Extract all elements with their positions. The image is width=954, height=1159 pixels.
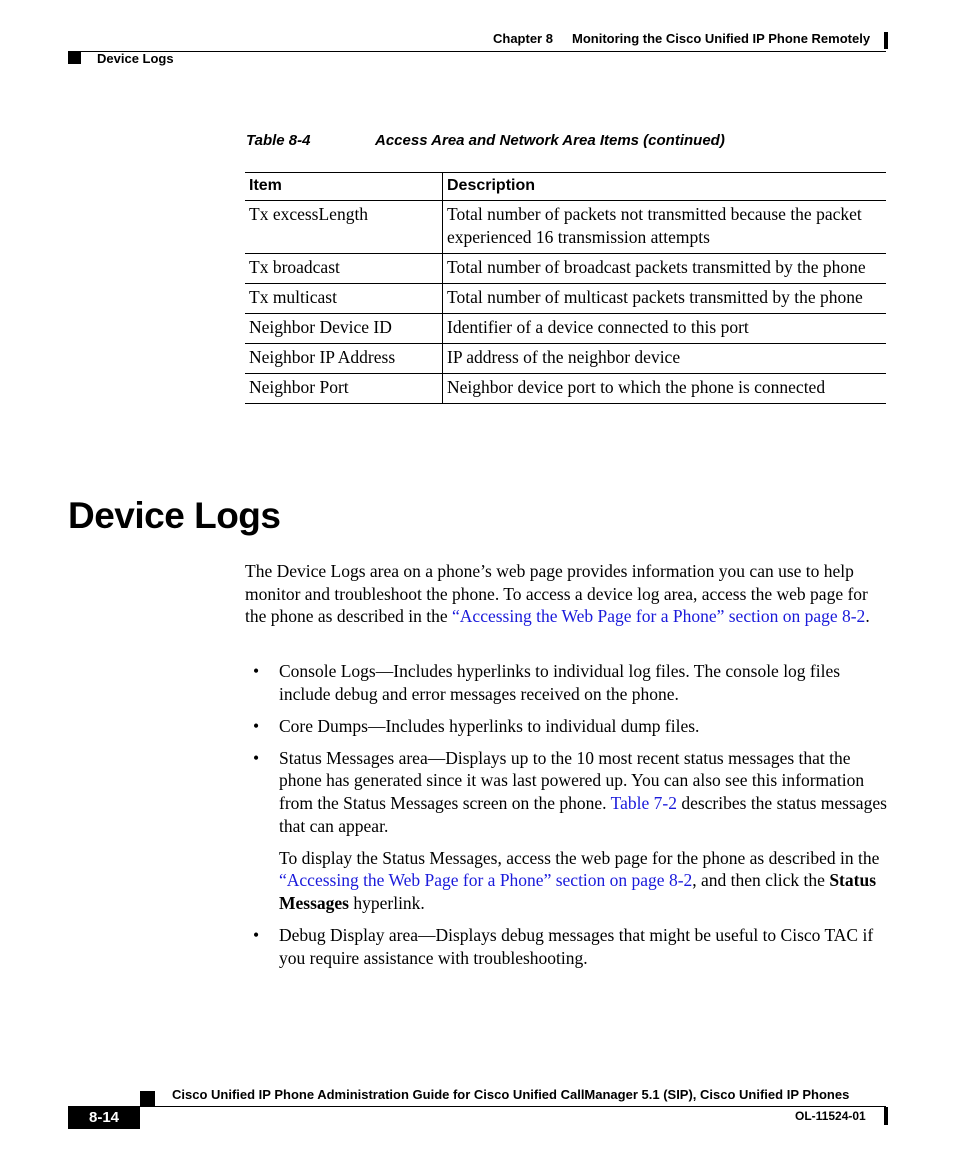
table-row — [245, 254, 886, 284]
footer-rule — [68, 1106, 886, 1107]
status-messages-end: describes the status messages that can appear. — [279, 792, 887, 836]
status-messages-subparagraph — [279, 847, 890, 915]
status-sub-text: To display the Status Messages, access the web page for the phone as described in the — [279, 847, 880, 868]
column-header-item: Item — [245, 173, 443, 201]
header-section: Device Logs — [97, 51, 174, 66]
cell-description: Total number of broadcast packets transmitted by the phone — [443, 254, 887, 284]
table-row — [245, 374, 886, 404]
table-row — [245, 284, 886, 314]
footer-guide-title: Cisco Unified IP Phone Administration Guide for Cisco Unified CallManager 5.1 (SIP), Cisco Unified IP Phones — [172, 1087, 850, 1102]
list-item-core-dumps — [253, 715, 890, 738]
footer-square-marker — [140, 1091, 155, 1106]
core-dumps-text: Core Dumps—Includes hyperlinks to individual dump files. — [279, 715, 700, 736]
cell-item: Neighbor Device ID — [245, 314, 443, 344]
bullet-icon: • — [253, 747, 260, 768]
column-header-description: Description — [443, 173, 887, 201]
cell-description: IP address of the neighbor device — [443, 344, 887, 374]
status-sub-end: hyperlink. — [348, 892, 425, 913]
section-heading: Device Logs — [68, 495, 281, 536]
header-chapter: Chapter 8 — [493, 31, 553, 46]
console-logs-text: Console Logs—Includes hyperlinks to individual log files. The console log files include debug and error messages received on the phone. — [279, 661, 841, 704]
cell-description: Total number of packets not transmitted because the packet experienced 16 transmission attempts — [443, 201, 887, 254]
page-number: 8-14 — [88, 1109, 120, 1126]
bullet-icon: • — [253, 661, 260, 681]
table-row — [245, 344, 886, 374]
cell-description: Identifier of a device connected to this port — [443, 314, 887, 344]
cell-item: Neighbor IP Address — [245, 344, 443, 374]
header-square-marker — [68, 51, 81, 64]
cell-item: Tx multicast — [245, 284, 443, 314]
intro-paragraph — [245, 560, 890, 628]
header-chapter-title: Monitoring the Cisco Unified IP Phone Remotely — [572, 31, 871, 46]
footer-vertical-bar — [884, 1107, 888, 1125]
device-logs-list — [253, 660, 890, 979]
intro-text: The Device Logs area on a phone’s web page provides information you can use to help monitor and troubleshoot the phone. To access a device log area, access the web page for the phone as described in the — [245, 561, 868, 627]
cell-description: Neighbor device port to which the phone is connected — [443, 374, 887, 404]
debug-display-text: Debug Display area—Displays debug messages that might be useful to Cisco TAC if you require assistance with troubleshooting. — [279, 924, 874, 968]
table-row — [245, 314, 886, 344]
cell-item: Tx excessLength — [245, 201, 443, 254]
table-title: Access Area and Network Area Items (continued) — [375, 132, 725, 149]
intro-end: . — [865, 606, 870, 627]
bullet-icon: • — [253, 924, 260, 945]
table-header-row — [245, 173, 886, 201]
table-row — [245, 201, 886, 254]
cell-item: Tx broadcast — [245, 254, 443, 284]
header-rule — [68, 51, 886, 52]
accessing-web-page-link[interactable]: “Accessing the Web Page for a Phone” section on page 8-2 — [452, 606, 866, 627]
status-messages-bold: Status Messages — [279, 870, 877, 913]
cell-item: Neighbor Port — [245, 374, 443, 404]
table-number: Table 8-4 — [246, 132, 311, 149]
list-item-console-logs — [253, 660, 890, 705]
accessing-web-page-link-2[interactable]: “Accessing the Web Page for a Phone” section on page 8-2 — [279, 870, 693, 891]
document-number: OL-11524-01 — [795, 1109, 866, 1123]
items-table — [245, 172, 886, 404]
list-item-status-messages — [253, 747, 890, 915]
cell-description: Total number of multicast packets transmitted by the phone — [443, 284, 887, 314]
status-messages-text: Status Messages area—Displays up to the 10 most recent status messages that the phone has generated since it was last powered up. You can also see this information from the Status Messages screen on the phone. — [279, 747, 865, 813]
header-vertical-bar — [884, 32, 888, 49]
list-item-debug-display — [253, 924, 890, 969]
bullet-icon: • — [253, 715, 260, 736]
status-sub-mid: , and then click the — [692, 870, 830, 891]
table-7-2-link[interactable]: Table 7-2 — [610, 792, 677, 813]
